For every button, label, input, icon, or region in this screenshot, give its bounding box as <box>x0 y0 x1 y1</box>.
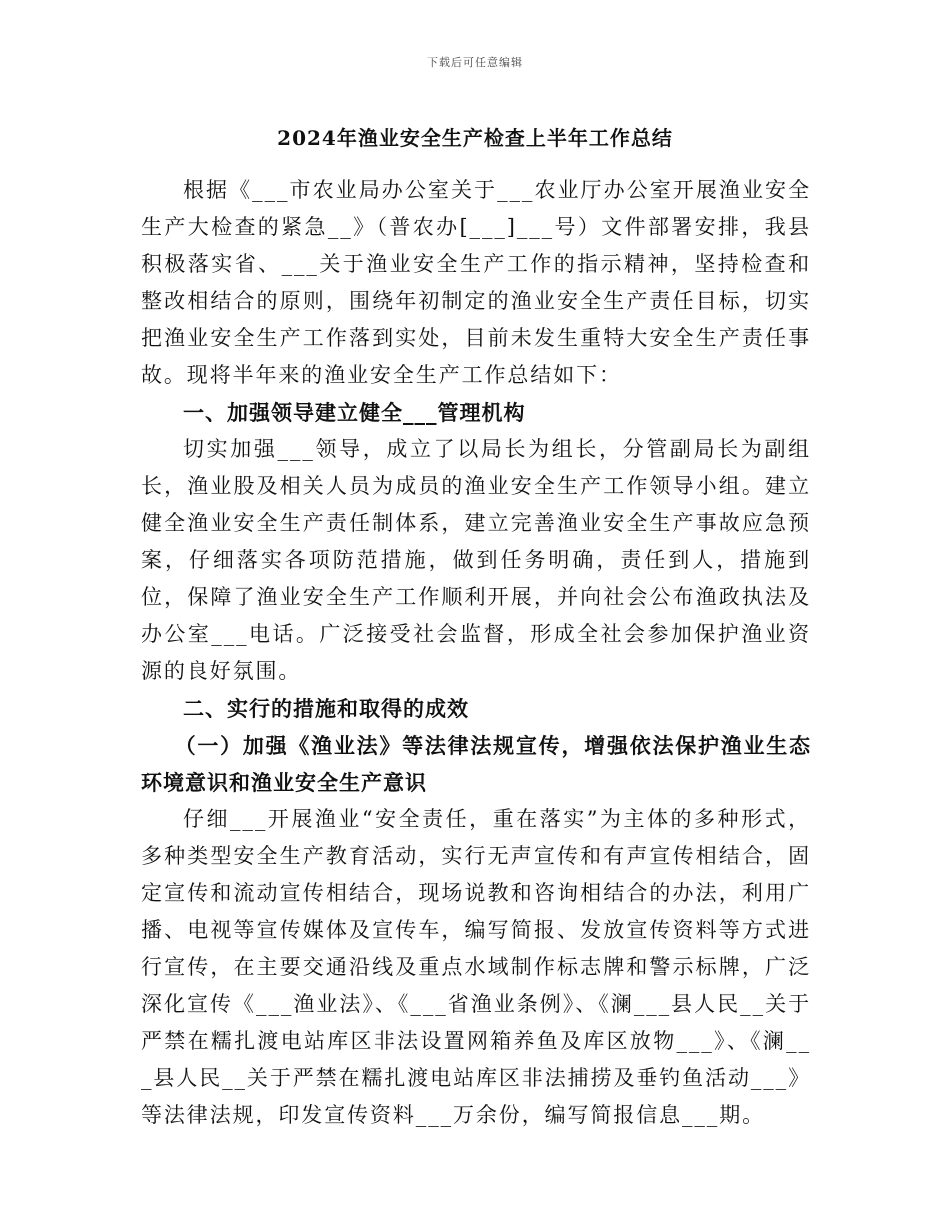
document-body <box>141 172 811 1134</box>
paragraph-leadership: 切实加强___领导，成立了以局长为组长，分管副局长为副组长，渔业股及相关人员为成员的渔业安全生产工作领导小组。建立健全渔业安全生产责任制体系，建立完善渔业安全生产事故应急预案，仔细落实各项防范措施，做到任务明确，责任到人，措施到位，保障了渔业安全生产工作顺利开展，并向社会公布渔政执法及办公室___电话。广泛接受社会监督，形成全社会参加保护渔业资源的良好氛围。 <box>141 437 811 683</box>
header-note: 下载后可任意编辑 <box>427 56 523 69</box>
paragraph-intro: 根据《___市农业局办公室关于___农业厅办公室开展渔业安全生产大检查的紧急__》（普农办[___]___号）文件部署安排，我县积极落实省、___关于渔业安全生产工作的指示精神，坚持检查和整改相结合的原则，围绕年初制定的渔业安全生产责任目标，切实把渔业安全生产工作落到实处，目前未发生重特大安全生产责任事故。现将半年来的渔业安全生产工作总结如下： <box>141 178 811 387</box>
paragraph-publicity: 仔细___开展渔业“安全责任，重在落实”为主体的多种形式，多种类型安全生产教育活动，实行无声宣传和有声宣传相结合，固定宣传和流动宣传相结合，现场说教和咨询相结合的办法，利用广播、电视等宣传媒体及宣传车，编写简报、发放宣传资料等方式进行宣传，在主要交通沿线及重点水域制作标志牌和警示标牌，广泛深化宣传《___渔业法》、《___省渔业条例》、《澜___县人民__关于严禁在糯扎渡电站库区非法设置网箱养鱼及库区放物___》、《澜___县人民__关于严禁在糯扎渡电站库区非法捕捞及垂钓鱼活动___》等法律法规，印发宣传资料___万余份，编写简报信息___期。 <box>141 807 811 1127</box>
document-title: 2024年渔业安全生产检查上半年工作总结 <box>277 126 673 150</box>
section-heading-2: 二、实行的措施和取得的成效 <box>183 696 469 721</box>
subsection-heading-1: （一）加强《渔业法》等法律法规宣传，增强依法保护渔业生态环境意识和渔业安全生产意识 <box>141 733 811 795</box>
section-heading-1: 一、加强领导建立健全___管理机构 <box>183 400 526 425</box>
